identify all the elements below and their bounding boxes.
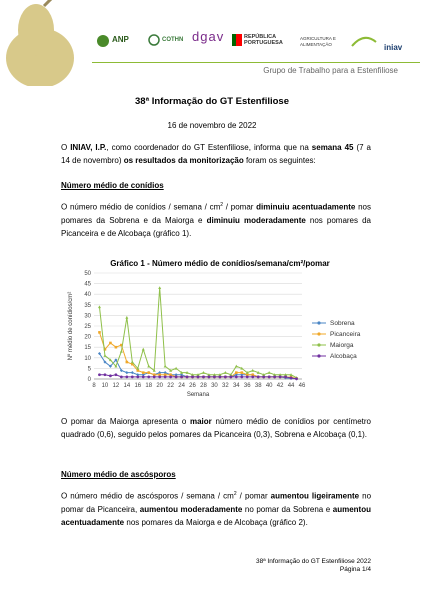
section-heading-ascosporos: Número médio de ascósporos <box>61 470 176 479</box>
data-point <box>126 361 129 364</box>
x-tick-label: 36 <box>243 383 251 389</box>
data-point <box>224 371 227 374</box>
data-point <box>273 375 276 378</box>
x-tick-label: 10 <box>101 383 109 389</box>
data-point <box>153 375 156 378</box>
intro-bold-1: INIAV, I.P. <box>70 143 107 152</box>
x-tick-label: 40 <box>265 383 273 389</box>
data-point <box>125 375 128 378</box>
data-point <box>147 371 150 374</box>
s1-bold-1: diminuiu acentuadamente <box>256 202 356 212</box>
logo-cothn <box>148 34 184 60</box>
data-point <box>131 360 134 363</box>
x-axis-label: Semana <box>186 392 210 398</box>
data-point <box>295 377 298 380</box>
data-point <box>104 373 107 376</box>
data-point <box>136 369 139 372</box>
s2-text-4: no pomar da Sobrena e <box>242 504 333 514</box>
partner-logos <box>92 29 420 64</box>
group-title: Grupo de Trabalho para a Estenfiliose <box>263 66 398 75</box>
y-tick-label: 50 <box>84 271 91 277</box>
s2-bold-1: aumentou ligeiramente <box>270 491 360 501</box>
x-tick-label: 38 <box>254 383 262 389</box>
s1-after-bold-1: maior <box>189 417 212 426</box>
s1-text-2: / pomar <box>223 202 257 212</box>
legend-swatch-marker <box>317 332 320 335</box>
conidios-line-chart <box>60 269 380 401</box>
data-point <box>240 375 243 378</box>
legend-swatch-marker <box>317 354 320 357</box>
data-point <box>235 365 238 368</box>
data-point <box>224 375 227 378</box>
chart-title: Gráfico 1 - Número médio de conídios/semana/cm²/pomar <box>110 259 330 268</box>
legend-swatch-marker <box>317 343 320 346</box>
series-line-maiorga <box>99 288 296 378</box>
y-tick-label: 10 <box>84 355 91 362</box>
data-point <box>158 375 161 378</box>
document-title: 38ª Informação do GT Estenfiliose <box>135 96 289 107</box>
data-point <box>131 371 134 374</box>
y-tick-label: 35 <box>84 302 91 309</box>
data-point <box>169 375 172 378</box>
x-tick-label: 18 <box>145 383 153 389</box>
data-point <box>98 305 101 308</box>
s1-after-text-1: O pomar da Maiorga apresenta o <box>61 417 190 426</box>
data-point <box>229 375 232 378</box>
x-tick-label: 12 <box>112 383 120 389</box>
intro-bold-3: os resultados da monitorização <box>123 156 244 165</box>
logo-iniav-emblem <box>350 34 378 60</box>
legend-label-maiorga: Maiorga <box>330 342 354 349</box>
x-tick-label: 46 <box>298 383 306 389</box>
data-point <box>164 365 167 368</box>
logo-anp-text: ANP <box>112 35 129 44</box>
footer-title: 38ª Informação do GT Estenfiliose 2022 <box>255 558 371 565</box>
data-point <box>98 331 101 334</box>
data-point <box>120 350 123 353</box>
data-point <box>262 375 265 378</box>
data-point <box>98 373 101 376</box>
data-point <box>147 365 150 368</box>
flag-icon <box>232 34 242 46</box>
x-tick-label: 34 <box>232 383 240 389</box>
y-axis-label: Nº médio de conídios/cm² <box>68 291 74 361</box>
y-tick-label: 20 <box>84 334 91 341</box>
data-point <box>120 375 123 378</box>
header-divider <box>92 62 420 63</box>
anp-emblem-icon <box>96 34 110 48</box>
x-tick-label: 8 <box>92 383 96 389</box>
x-tick-label: 20 <box>156 383 164 389</box>
data-point <box>147 375 150 378</box>
data-point <box>251 375 254 378</box>
y-tick-label: 45 <box>84 281 91 288</box>
logo-agricultura <box>300 34 344 60</box>
data-point <box>202 375 205 378</box>
document-date: 16 de novembro de 2022 <box>167 121 257 130</box>
logo-republica <box>232 34 292 60</box>
intro-text-1: O <box>61 143 71 152</box>
data-point <box>235 371 238 374</box>
s2-text-1: O número médio de ascósporos / semana / cm <box>61 491 234 501</box>
data-point <box>131 375 134 378</box>
intro-text-4: foram os seguintes: <box>243 156 316 165</box>
data-point <box>103 354 106 357</box>
x-tick-label: 42 <box>276 383 284 389</box>
cothn-emblem-icon <box>148 34 160 46</box>
conidios-summary-paragraph <box>61 415 371 441</box>
x-tick-label: 26 <box>189 383 196 389</box>
data-point <box>218 375 221 378</box>
data-point <box>197 375 200 378</box>
data-point <box>290 377 293 380</box>
data-point <box>268 371 271 374</box>
data-point <box>279 375 282 378</box>
data-point <box>142 371 145 374</box>
x-tick-label: 28 <box>200 383 207 389</box>
section-heading-conidios: Número médio de conídios <box>61 181 164 190</box>
data-point <box>246 375 249 378</box>
intro-paragraph <box>61 141 371 167</box>
data-point <box>186 375 189 378</box>
x-tick-label: 32 <box>222 383 229 389</box>
y-tick-label: 25 <box>84 324 91 330</box>
data-point <box>114 373 117 376</box>
s1-text-1: O número médio de conídios / semana / cm <box>61 202 221 212</box>
legend-swatch-marker <box>317 321 320 324</box>
logo-cothn-text: COTHN <box>162 37 184 43</box>
y-tick-label: 5 <box>87 366 91 373</box>
data-point <box>125 316 128 319</box>
logo-dgav-text: dgav <box>192 29 225 44</box>
data-point <box>257 375 260 378</box>
y-tick-label: 40 <box>84 292 91 299</box>
data-point <box>268 375 271 378</box>
logo-agricultura-text: AGRICULTURA E ALIMENTAÇÃO <box>300 36 336 47</box>
logo-iniav-text: iniav <box>384 43 403 52</box>
x-tick-label: 16 <box>134 383 142 389</box>
data-point <box>142 348 145 351</box>
s1-text-3: nos pomares da Sobrena e da Maiorga e <box>61 202 372 225</box>
data-point <box>251 369 254 372</box>
logo-anp <box>96 34 129 60</box>
ascosporos-paragraph <box>61 488 371 529</box>
page-footer <box>256 558 371 574</box>
data-point <box>158 286 161 289</box>
pear-logo-icon <box>0 0 88 86</box>
logo-republica-text: REPÚBLICA PORTUGUESA <box>244 34 283 46</box>
data-point <box>109 342 112 345</box>
data-point <box>125 371 128 374</box>
data-point <box>240 371 243 374</box>
y-tick-label: 15 <box>84 345 91 352</box>
data-point <box>115 346 118 349</box>
s2-text-3: no pomar da Picanceira, <box>61 491 372 514</box>
x-tick-label: 14 <box>123 383 131 389</box>
x-tick-label: 22 <box>167 383 174 389</box>
intro-bold-2: semana 45 <box>311 143 354 152</box>
data-point <box>175 375 178 378</box>
data-point <box>164 375 167 378</box>
intro-text-2: , como coordenador do GT Estenfiliose, informa que na <box>106 143 312 152</box>
y-tick-label: 0 <box>87 377 91 383</box>
s1-text-4: nos pomares da Picanceira e de Alcobaça (gráfico 1). <box>61 215 371 238</box>
data-point <box>213 375 216 378</box>
intro-text-3: (7 a 14 de novembro) <box>61 143 371 165</box>
s1-bold-2: diminuiu moderadamente <box>206 215 306 225</box>
s2-text-5: nos pomares da Maiorga e de Alcobaça (gráfico 2). <box>124 517 308 527</box>
s2-text-2: / pomar <box>236 491 271 501</box>
legend-label-picanceira: Picanceira <box>330 331 361 338</box>
data-point <box>235 375 238 378</box>
x-tick-label: 44 <box>287 383 295 389</box>
data-point <box>142 375 145 378</box>
data-point <box>202 371 205 374</box>
document-header <box>0 0 424 86</box>
data-point <box>191 375 194 378</box>
s2-bold-2: aumentou moderadamente <box>139 504 243 514</box>
footer-page-number: Página 1/4 <box>339 566 371 573</box>
data-point <box>109 374 112 377</box>
s1-after-text-2: número médio de conídios por centímetro quadrado (0,6), seguido pelos pomares da Picanceira (0,3), Sobrena e Alcobaça (0,1). <box>61 417 371 439</box>
iniav-wing-icon <box>350 34 378 48</box>
data-point <box>208 375 211 378</box>
s2-sup: 2 <box>233 491 237 497</box>
data-point <box>136 375 139 378</box>
conidios-paragraph <box>61 199 371 240</box>
y-tick-label: 30 <box>84 313 91 320</box>
s1-sup: 2 <box>220 202 224 208</box>
legend-label-alcobaça: Alcobaça <box>330 353 357 360</box>
x-tick-label: 30 <box>211 383 218 389</box>
x-tick-label: 24 <box>178 383 185 389</box>
legend-label-sobrena: Sobrena <box>330 320 355 327</box>
s2-bold-3: aumentou acentuadamente <box>61 504 371 527</box>
data-point <box>284 375 287 378</box>
data-point <box>180 375 183 378</box>
